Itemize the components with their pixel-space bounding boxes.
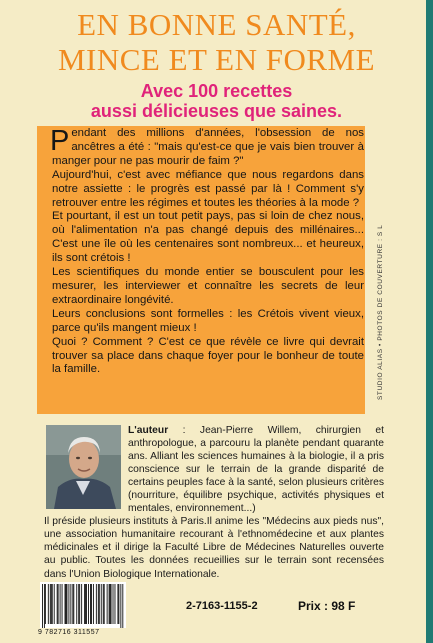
title-line-1: EN BONNE SANTÉ, xyxy=(77,7,356,42)
title-line-2: MINCE ET EN FORME xyxy=(57,42,376,77)
author-intro-text: : Jean-Pierre Willem, chirurgien et anthropologue, a parcouru la planète pendant quarante ans. Alliant les sciences humaines à la biologie, il a pris conscience sur le terrain de la grande disparité de certains peuples face à la santé, selon plusieurs critères (nourriture, équilibre psychique, activités physiques et mentales, environnement...) xyxy=(128,425,384,515)
barcode-icon xyxy=(40,582,126,628)
blurb-paragraph-1-text: endant des millions d'années, l'obsession de nos ancêtres a été : "mais qu'est-ce que je vais bien trouver à manger pour ne pas mourir de faim ?" xyxy=(52,127,364,167)
blurb-paragraph-1 xyxy=(52,127,364,169)
author-label: L'auteur xyxy=(128,425,169,436)
blurb-paragraph-3: Et pourtant, il est un tout petit pays, pas si loin de chez nous, où l'alimentation n'a pas changé depuis des millénaires... C'est une île où les centenaires sont nombreux... et heureux, ils sont crétois ! xyxy=(52,210,364,265)
drop-cap: P xyxy=(50,125,70,157)
author-bio-rest: Il préside plusieurs instituts à Paris.Il anime les "Médecins aux pieds nus", une association humanitaire recourant à l'ethnomédecine et aux plantes médicinales et il dirige la Faculté Libre de Médecines Naturelles ouverte au public. Toutes les données recueillies sur le terrain sont recensées dans l'Union Biologique Internationale. xyxy=(44,516,384,580)
spine-stripe xyxy=(426,0,433,643)
photo-credit: STUDIO ALIAS • PHOTOS DE COUVERTURE : S L xyxy=(377,224,384,400)
author-bio-intro xyxy=(44,424,384,515)
subtitle-line-1: Avec 100 recettes xyxy=(140,81,293,101)
blurb-paragraph-4: Les scientifiques du monde entier se bousculent pour les mesurer, les interviewer et connaître les secrets de leur extraordinaire longévité. xyxy=(52,266,364,306)
author-bio xyxy=(44,424,384,581)
blurb-paragraph-2: Aujourd'hui, c'est avec méfiance que nous regardons dans notre assiette : le progrès est passé par là ! Comment s'y retrouver entre les régimes et toutes les théories à la mode ? xyxy=(52,168,364,209)
blurb-paragraph-6: Quoi ? Comment ? C'est ce que révèle ce livre qui devrait trouver sa place dans chaque foyer pour le bonheur de toute la famille. xyxy=(52,335,364,376)
isbn-number: 2-7163-1155-2 xyxy=(186,600,258,612)
blurb-text xyxy=(52,127,364,377)
blurb-paragraph-5: Leurs conclusions sont formelles : les Crétois vivent vieux, parce qu'ils mangent mieux ! xyxy=(52,307,364,334)
subtitle-line-2: aussi délicieuses que saines. xyxy=(90,101,343,121)
price-label: Prix : 98 F xyxy=(298,599,356,613)
barcode-digits: 9 782716 311557 xyxy=(38,629,100,636)
